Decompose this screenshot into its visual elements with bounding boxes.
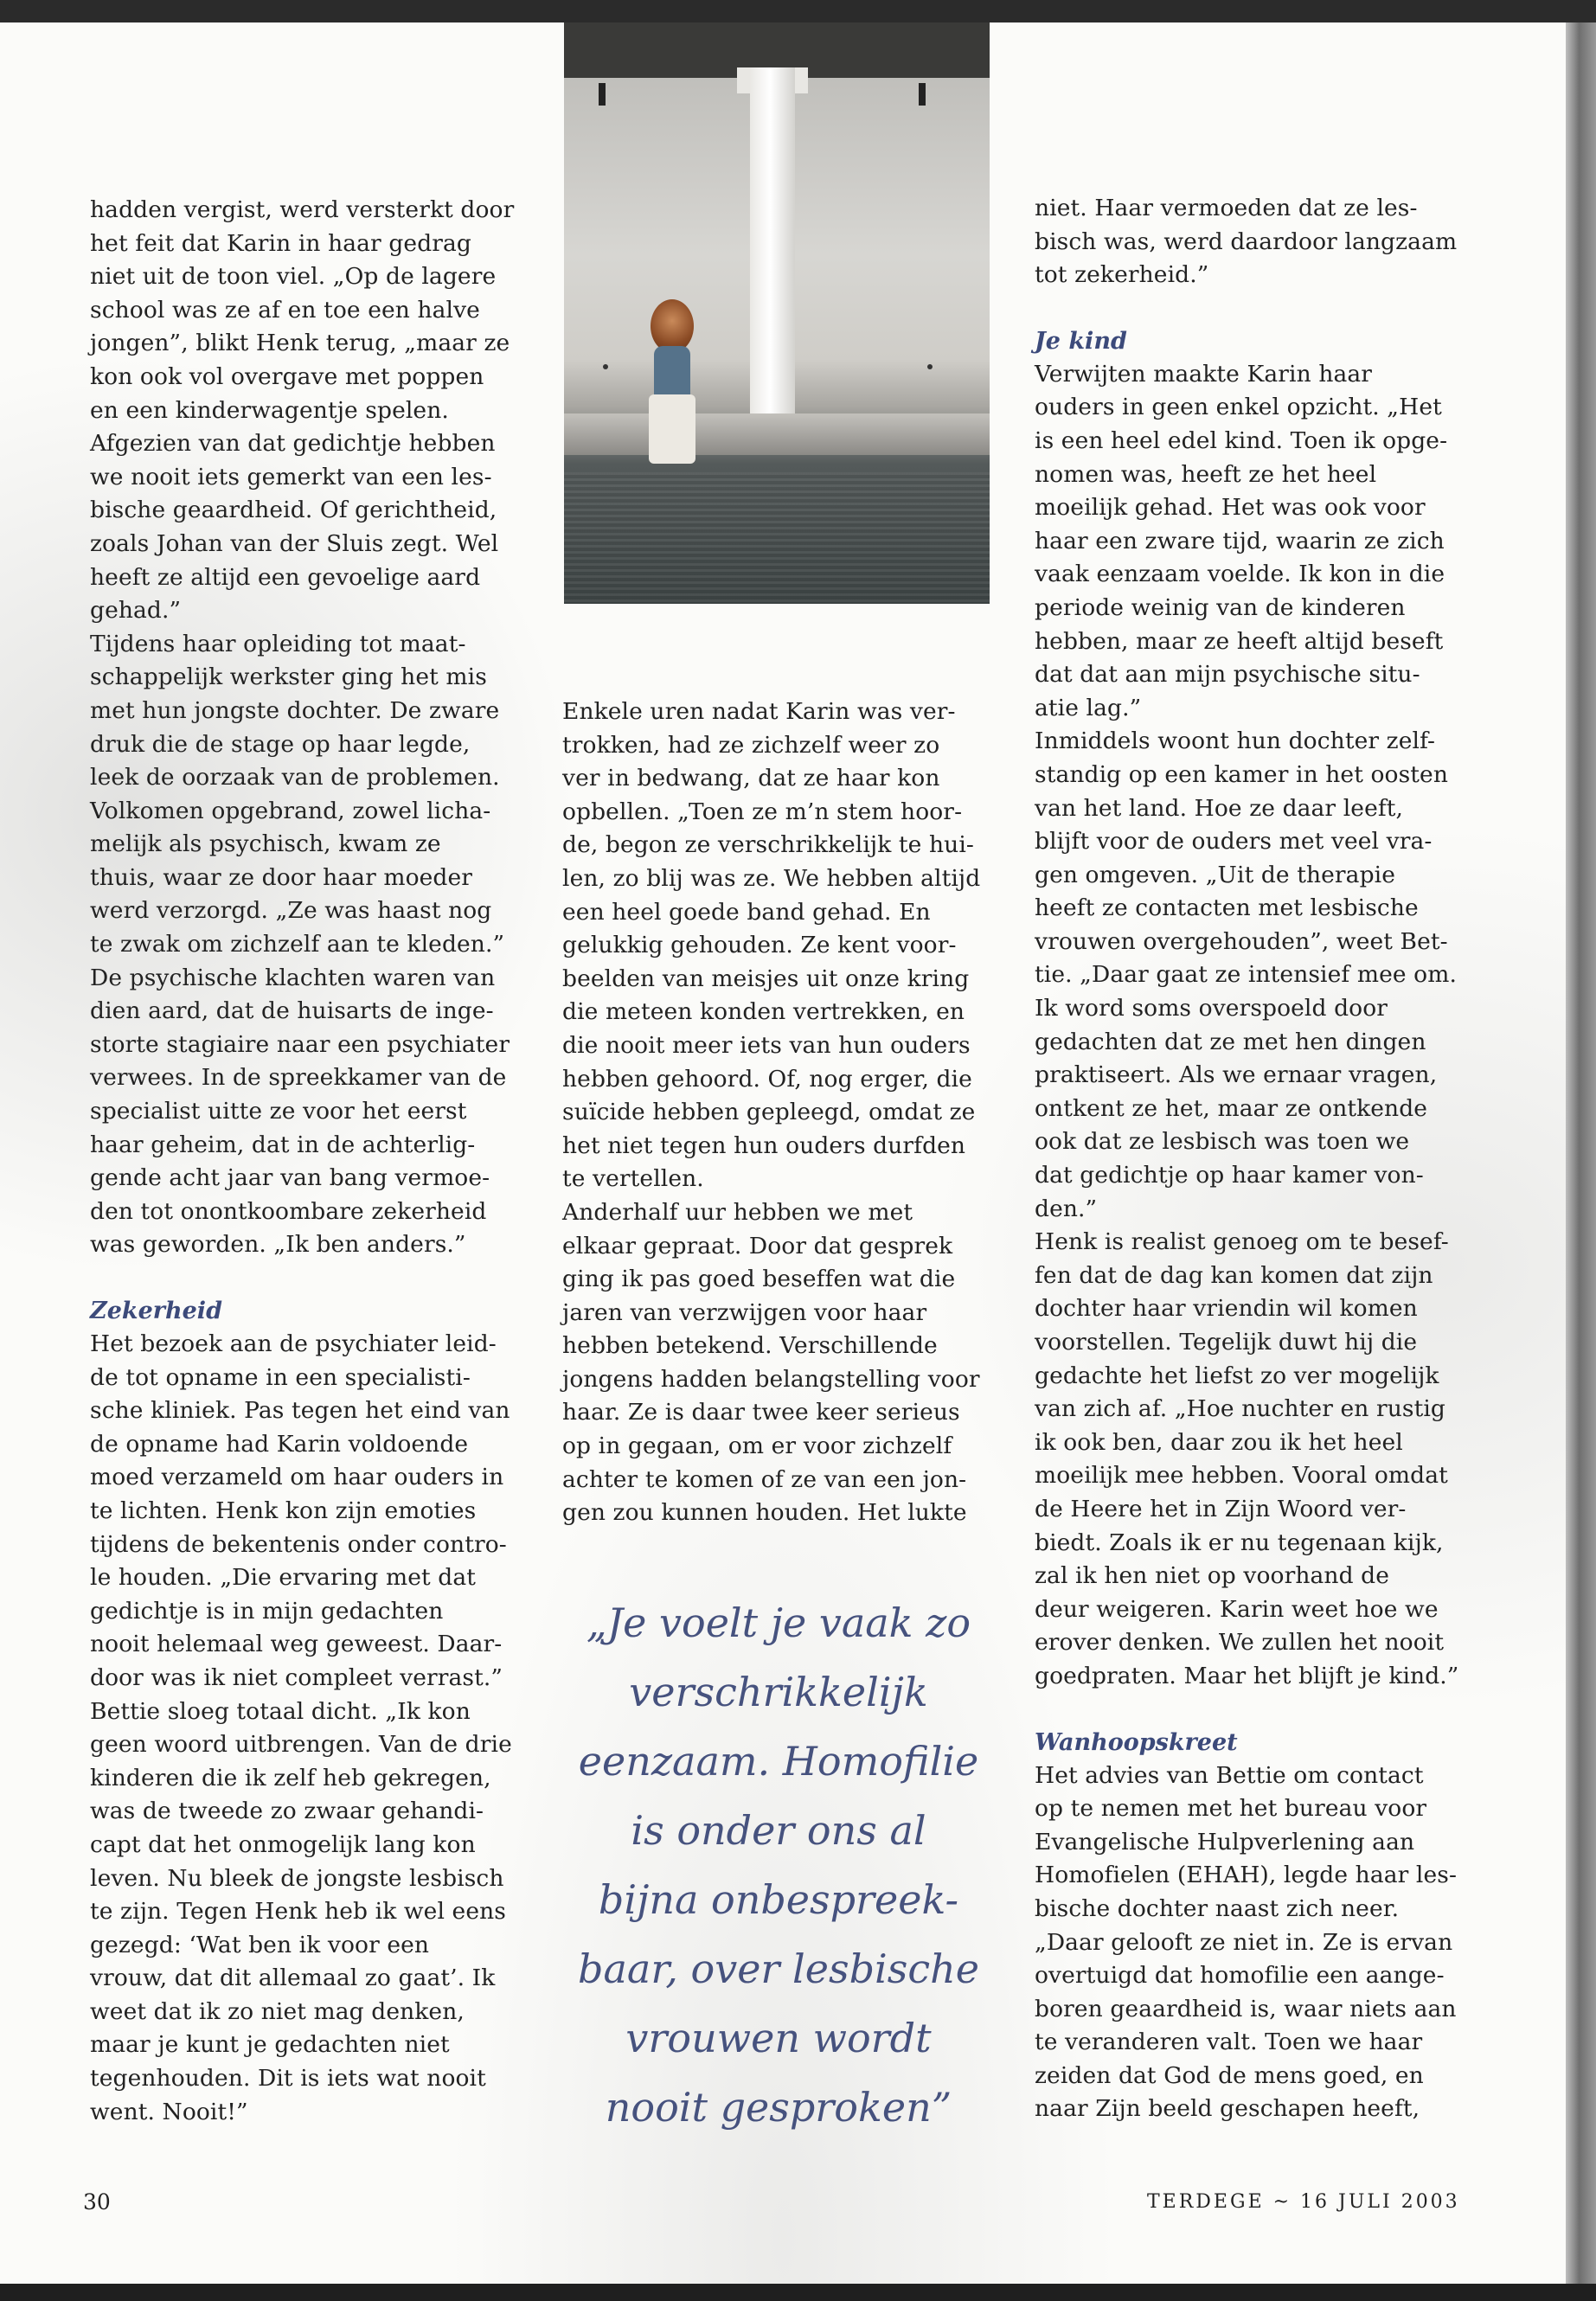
- text-line: op in gegaan, om er voor zichzelf: [562, 1433, 952, 1460]
- text-line: de opname had Karin voldoende: [90, 1430, 469, 1458]
- pull-quote-line: nooit gesproken”: [605, 2084, 952, 2131]
- page-number: 30: [83, 2189, 111, 2214]
- scan-border-top: [0, 0, 1596, 22]
- text-line: „Daar gelooft ze niet in. Ze is ervan: [1035, 1928, 1453, 1956]
- scan-border-bottom: [0, 2284, 1596, 2301]
- photo-woman-top: [654, 346, 690, 400]
- text-line: dochter haar vriendin wil komen: [1035, 1295, 1418, 1323]
- text-line: thuis, waar ze door haar moeder: [90, 863, 473, 891]
- text-line: te zwak om zichzelf aan te kleden.”: [90, 931, 505, 958]
- text-line: ook dat ze lesbisch was toen we: [1035, 1128, 1410, 1156]
- text-line: achter te komen of ze van een jon-: [562, 1465, 967, 1493]
- text-line: kinderen die ik zelf heb gekregen,: [90, 1764, 491, 1791]
- text-line: van zich af. „Hoe nuchter en rustig: [1035, 1395, 1446, 1423]
- text-line: moeilijk gehad. Het was ook voor: [1035, 494, 1426, 522]
- text-line: dien aard, dat de huisarts de inge-: [90, 997, 494, 1025]
- text-line: hebben betekend. Verschillende: [562, 1332, 938, 1360]
- pull-quote: [554, 1588, 1003, 2142]
- right-column-body-a: [1035, 192, 1476, 292]
- text-line: Volkomen opgebrand, zowel licha-: [90, 797, 491, 824]
- text-line: was geworden. „Ik ben anders.”: [90, 1231, 466, 1259]
- text-line: tegenhouden. Dit is iets wat nooit: [90, 2065, 486, 2093]
- text-line: overtuigd dat homofilie een aange-: [1035, 1962, 1445, 1990]
- text-line: storte stagiaire naar een psychiater: [90, 1030, 510, 1058]
- text-line: te vertellen.: [562, 1165, 704, 1193]
- text-line: en een kinderwagentje spelen.: [90, 396, 449, 424]
- text-line: jongens hadden belangstelling voor: [562, 1365, 980, 1393]
- text-line: gehad.”: [90, 597, 182, 625]
- text-line: den.”: [1035, 1195, 1098, 1222]
- photo-pillar: [750, 67, 795, 417]
- heading-zekerheid: Zekerheid: [90, 1298, 222, 1324]
- text-line: erover denken. We zullen het nooit: [1035, 1629, 1445, 1657]
- text-line: het feit dat Karin in haar gedrag: [90, 229, 471, 257]
- text-line: tot zekerheid.”: [1035, 261, 1209, 289]
- left-column-body-a: [90, 194, 522, 1262]
- text-line: maar je kunt je gedachten niet: [90, 2031, 450, 2059]
- text-line: niet uit de toon viel. „Op de lagere: [90, 263, 497, 291]
- heading-je-kind: Je kind: [1035, 327, 1127, 355]
- text-line: Inmiddels woont hun dochter zelf-: [1035, 727, 1436, 755]
- middle-column: [562, 695, 995, 1530]
- text-line: die meteen konden vertrekken, en: [562, 998, 965, 1026]
- right-column-body-b: [1035, 358, 1476, 1694]
- text-line: le houden. „Die ervaring met dat: [90, 1564, 477, 1592]
- pull-quote-line: verschrikkelijk: [629, 1669, 928, 1715]
- photo-window: [599, 83, 606, 106]
- text-line: met hun jongste dochter. De zware: [90, 696, 500, 724]
- pull-quote-line: „Je voelt je vaak zo: [586, 1599, 971, 1646]
- text-line: moeilijk mee hebben. Vooral omdat: [1035, 1462, 1448, 1490]
- middle-column-body: [562, 695, 995, 1530]
- text-line: tijdens de bekentenis onder contro-: [90, 1530, 507, 1558]
- text-line: was de tweede zo zwaar gehandi-: [90, 1798, 484, 1825]
- heading-wanhoopskreet: Wanhoopskreet: [1035, 1728, 1238, 1756]
- text-line: Ik word soms overspoeld door: [1035, 995, 1388, 1022]
- pull-quote-line: is onder ons al: [631, 1807, 926, 1854]
- text-line: haar geheim, dat in de achterlig-: [90, 1131, 476, 1158]
- text-line: Tijdens haar opleiding tot maat-: [90, 630, 466, 657]
- text-line: melijk als psychisch, kwam ze: [90, 830, 441, 858]
- text-line: biedt. Zoals ik er nu tegenaan kijk,: [1035, 1529, 1444, 1556]
- pull-quote-line: eenzaam. Homofilie: [578, 1738, 979, 1785]
- text-line: zal ik hen niet op voorhand de: [1035, 1562, 1390, 1590]
- text-line: school was ze af en toe een halve: [90, 296, 480, 324]
- text-line: niet. Haar vermoeden dat ze les-: [1035, 195, 1418, 221]
- photo-quay-ledge: [564, 413, 990, 455]
- text-line: bische geaardheid. Of gerichtheid,: [90, 497, 497, 524]
- text-line: ik ook ben, daar zou ik het heel: [1035, 1428, 1403, 1456]
- text-line: went. Nooit!”: [90, 2098, 248, 2125]
- text-line: op te nemen met het bureau voor: [1035, 1795, 1427, 1823]
- text-line: Homofielen (EHAH), legde haar les-: [1035, 1862, 1458, 1889]
- text-line: ging ik pas goed beseffen wat die: [562, 1266, 956, 1293]
- text-line: druk die de stage op haar legde,: [90, 730, 471, 758]
- text-line: is een heel edel kind. Toen ik opge-: [1035, 426, 1448, 454]
- publication-footer: TERDEGE ~ 16 JULI 2003: [1147, 2191, 1460, 2213]
- text-line: tie. „Daar gaat ze intensief mee om.: [1035, 961, 1457, 989]
- text-line: ver in bedwang, dat ze haar kon: [562, 765, 940, 792]
- text-line: nooit helemaal weg geweest. Daar-: [90, 1631, 503, 1658]
- text-line: de, begon ze verschrikkelijk te hui-: [562, 831, 974, 859]
- scan-border-right: [1566, 22, 1596, 2284]
- text-line: ontkent ze het, maar ze ontkende: [1035, 1094, 1428, 1122]
- text-line: heeft ze contacten met lesbische: [1035, 894, 1419, 922]
- text-line: we nooit iets gemerkt van een les-: [90, 463, 492, 490]
- text-line: het niet tegen hun ouders durfden: [562, 1131, 966, 1159]
- photo-window: [919, 83, 926, 106]
- text-line: boren geaardheid is, waar niets aan: [1035, 1995, 1457, 2022]
- text-line: len, zo blij was ze. We hebben altijd: [562, 864, 981, 892]
- text-line: hadden vergist, werd versterkt door: [90, 196, 515, 223]
- photo-water-reflection: [564, 472, 990, 604]
- text-line: hebben, maar ze heeft altijd beseft: [1035, 627, 1444, 655]
- paragraph-gap: [1035, 292, 1476, 325]
- text-line: de Heere het in Zijn Woord ver-: [1035, 1495, 1407, 1522]
- text-line: verwees. In de spreekkamer van de: [90, 1064, 507, 1092]
- text-line: den tot onontkoombare zekerheid: [90, 1197, 487, 1225]
- text-line: gen zou kunnen houden. Het lukte: [562, 1499, 967, 1527]
- text-line: specialist uitte ze voor het eerst: [90, 1098, 467, 1125]
- text-line: dat dat aan mijn psychische situ-: [1035, 661, 1420, 689]
- text-line: weet dat ik zo niet mag denken,: [90, 1997, 465, 2025]
- text-line: blijft voor de ouders met veel vra-: [1035, 828, 1433, 856]
- text-line: periode weinig van de kinderen: [1035, 593, 1406, 621]
- text-line: nomen was, heeft ze het heel: [1035, 460, 1377, 488]
- text-line: trokken, had ze zichzelf weer zo: [562, 731, 940, 759]
- text-line: schappelijk werkster ging het mis: [90, 663, 487, 691]
- text-line: De psychische klachten waren van: [90, 964, 496, 991]
- text-line: Anderhalf uur hebben we met: [562, 1198, 913, 1226]
- photo-wall-dot: [603, 364, 608, 369]
- text-line: sche kliniek. Pas tegen het eind van: [90, 1397, 510, 1425]
- text-line: te lichten. Henk kon zijn emoties: [90, 1497, 477, 1524]
- right-column: [1035, 192, 1476, 2126]
- text-line: van het land. Hoe ze daar leeft,: [1035, 794, 1404, 822]
- text-line: Henk is realist genoeg om te besef-: [1035, 1228, 1449, 1256]
- paragraph-gap: [90, 1262, 522, 1295]
- text-line: elkaar gepraat. Door dat gesprek: [562, 1232, 953, 1259]
- text-line: leek de oorzaak van de problemen.: [90, 764, 500, 792]
- text-line: een heel goede band gehad. En: [562, 898, 931, 926]
- text-line: ouders in geen enkel opzicht. „Het: [1035, 394, 1442, 421]
- text-line: vaak eenzaam voelde. Ik kon in die: [1035, 561, 1445, 588]
- text-line: Bettie sloeg totaal dicht. „Ik kon: [90, 1697, 471, 1725]
- text-line: door was ik niet compleet verrast.”: [90, 1663, 503, 1691]
- text-line: zeiden dat God de mens goed, en: [1035, 2061, 1424, 2089]
- text-line: vrouw, dat dit allemaal zo gaat’. Ik: [90, 1965, 496, 1992]
- text-line: vrouwen overgehouden”, weet Bet-: [1035, 927, 1448, 955]
- text-line: gedachte het liefst zo ver mogelijk: [1035, 1362, 1439, 1389]
- photo-woman-skirt: [649, 394, 695, 464]
- text-line: Het advies van Bettie om contact: [1035, 1761, 1424, 1789]
- left-column: [90, 194, 522, 2129]
- text-line: bische dochter naast zich neer.: [1035, 1894, 1400, 1922]
- text-line: beelden van meisjes uit onze kring: [562, 965, 970, 992]
- text-line: opbellen. „Toen ze m’n stem hoor-: [562, 798, 963, 825]
- text-line: te veranderen valt. Toen we haar: [1035, 2029, 1423, 2056]
- text-line: jaren van verzwijgen voor haar: [562, 1298, 927, 1326]
- text-line: fen dat de dag kan komen dat zijn: [1035, 1261, 1433, 1289]
- text-line: standig op een kamer in het oosten: [1035, 760, 1448, 788]
- text-line: goedpraten. Maar het blijft je kind.”: [1035, 1662, 1459, 1689]
- text-line: bisch was, werd daardoor langzaam: [1035, 228, 1458, 255]
- text-line: jongen”, blikt Henk terug, „maar ze: [90, 330, 510, 357]
- text-line: gedichtje is in mijn gedachten: [90, 1597, 444, 1625]
- text-line: atie lag.”: [1035, 694, 1142, 721]
- text-line: naar Zijn beeld geschapen heeft,: [1035, 2095, 1420, 2123]
- text-line: deur weigeren. Karin weet hoe we: [1035, 1595, 1439, 1623]
- text-line: kon ook vol overgave met poppen: [90, 362, 484, 390]
- text-line: geen woord uitbrengen. Van de drie: [90, 1731, 512, 1759]
- text-line: gedachten dat ze met hen dingen: [1035, 1028, 1426, 1055]
- text-line: Enkele uren nadat Karin was ver-: [562, 698, 956, 725]
- text-line: gezegd: ‘Wat ben ik voor een: [90, 1931, 430, 1958]
- text-line: gen omgeven. „Uit de therapie: [1035, 861, 1396, 888]
- text-line: hebben gehoord. Of, nog erger, die: [562, 1065, 972, 1093]
- text-line: Evangelische Hulpverlening aan: [1035, 1828, 1415, 1856]
- text-line: te zijn. Tegen Henk heb ik wel eens: [90, 1898, 506, 1926]
- pull-quote-line: bijna onbespreek-: [598, 1876, 959, 1923]
- text-line: haar een zware tijd, waarin ze zich: [1035, 527, 1445, 554]
- text-line: Afgezien van dat gedichtje hebben: [90, 430, 496, 458]
- text-line: voorstellen. Tegelijk duwt hij die: [1035, 1329, 1418, 1356]
- text-line: de tot opname in een specialisti-: [90, 1363, 471, 1391]
- text-line: suïcide hebben gepleegd, omdat ze: [562, 1099, 976, 1126]
- photo-wall-dot: [927, 364, 933, 369]
- text-line: moed verzameld om haar ouders in: [90, 1464, 504, 1491]
- text-line: praktiseert. Als we ernaar vragen,: [1035, 1061, 1438, 1089]
- text-line: gelukkig gehouden. Ze kent voor-: [562, 932, 957, 959]
- text-line: leven. Nu bleek de jongste lesbisch: [90, 1864, 504, 1892]
- article-photo: [564, 22, 990, 604]
- photo-woman-head: [651, 299, 694, 353]
- text-line: Verwijten maakte Karin haar: [1035, 360, 1373, 388]
- pull-quote-line: baar, over lesbische: [578, 1945, 979, 1992]
- pull-quote-lines: [554, 1588, 1003, 2142]
- text-line: gende acht jaar van bang vermoe-: [90, 1164, 490, 1192]
- text-line: heeft ze altijd een gevoelige aard: [90, 563, 481, 591]
- text-line: die nooit meer iets van hun ouders: [562, 1031, 971, 1059]
- pull-quote-line: vrouwen wordt: [625, 2015, 932, 2061]
- paragraph-gap: [1035, 1694, 1476, 1727]
- text-line: haar. Ze is daar twee keer serieus: [562, 1399, 960, 1426]
- text-line: zoals Johan van der Sluis zegt. Wel: [90, 529, 499, 557]
- text-line: dat gedichtje op haar kamer von-: [1035, 1162, 1424, 1189]
- left-column-body-b: [90, 1328, 522, 2129]
- text-line: capt dat het onmogelijk lang kon: [90, 1830, 476, 1858]
- text-line: werd verzorgd. „Ze was haast nog: [90, 897, 492, 925]
- text-line: Het bezoek aan de psychiater leid-: [90, 1330, 497, 1357]
- right-column-body-c: [1035, 1759, 1476, 2127]
